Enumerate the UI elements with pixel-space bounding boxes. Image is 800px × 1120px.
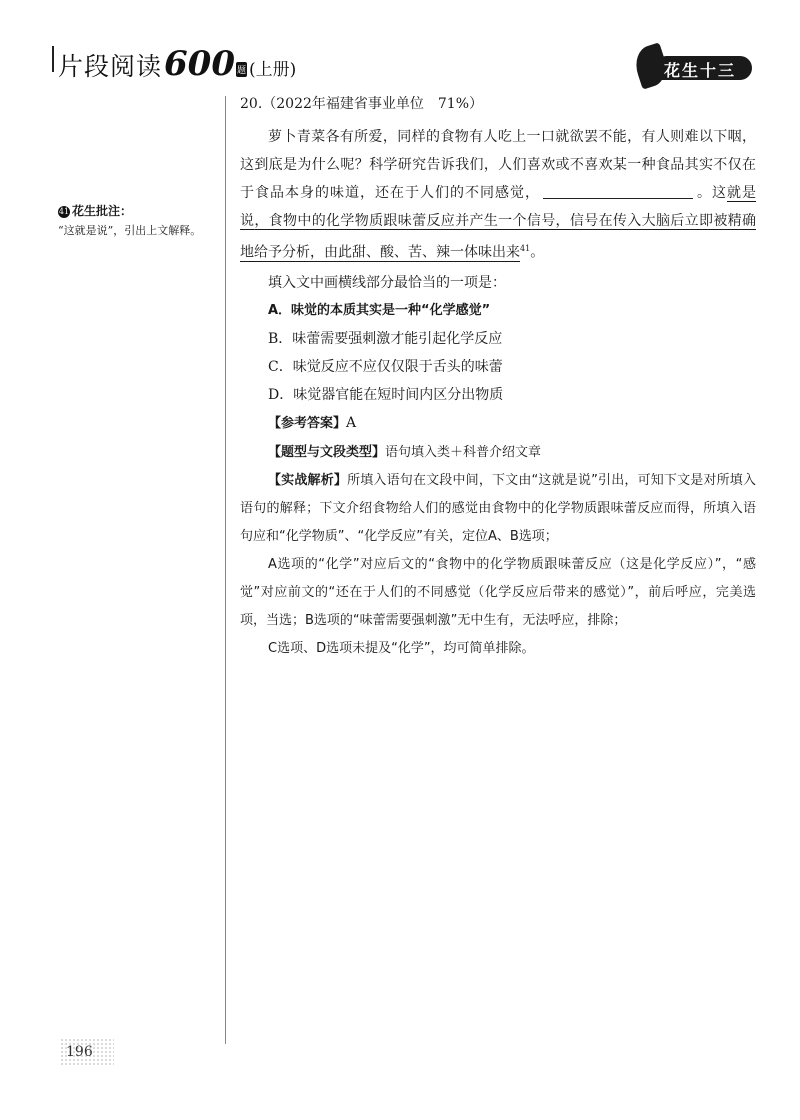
fill-blank	[543, 182, 693, 199]
analysis-paragraph-3: C选项、D选项未提及“化学”，均可简单排除。	[268, 640, 535, 656]
annotation-heading-text: 花生批注：	[72, 204, 133, 218]
question-type	[240, 438, 756, 467]
page-number: 196	[66, 1044, 93, 1060]
passage-underlined-2: ，食物中的化学物质跟味蕾反应并产生一个信号，信号在传入大脑后立即被精确地给予分析，由此甜、酸、苦、辣一体味出来	[240, 213, 756, 261]
annotation-text: “这就是说”，引出上文解释。	[58, 224, 202, 237]
book-title-number: 600	[164, 44, 235, 84]
question-passage: 萝卜青菜各有所爱，同样的食物有人吃上一口就欲罢不能，有人则难以下咽，这到底是为什么呢？科学研究告诉我们，人们喜欢或不喜欢某一种食品其实不仅在于食品本身的味道，还在于人们的不同感觉， 。这就是说，食物中的化学物质跟味蕾反应并产生一个信号，信号在传入大脑后立即被精确地给予分析，由此甜、酸、苦、辣一体味出来$^{41}$。	[240, 129, 756, 261]
annotation-badge: 41	[58, 207, 70, 216]
book-title-ti: 题	[236, 62, 247, 77]
logo-text: 花生十三	[664, 61, 737, 80]
side-annotation	[58, 202, 218, 240]
option-b: B．味蕾需要强刺激才能引起化学反应	[268, 330, 503, 347]
passage-underlined-1: 就是说	[240, 185, 756, 229]
option-d: D．味觉器官能在短时间内区分出物质	[268, 386, 504, 403]
reference-answer-value: A	[346, 414, 357, 431]
analysis-label: 【实战解析】	[268, 472, 348, 488]
passage-part-2: 。这	[696, 185, 727, 201]
annotation-ref: 41	[520, 244, 531, 253]
analysis-paragraph-1	[240, 467, 756, 551]
passage-part-1: 萝卜青菜各有所爱，同样的食物有人吃上一口就欲罢不能，有人则难以下咽，这到底是为什么呢？科学研究告诉我们，人们喜欢或不喜欢某一种食品其实不仅在于食品本身的味道，还在于人们的不同感觉，	[240, 129, 756, 201]
question-prompt: 填入文中画横线部分最恰当的一项是：	[268, 274, 506, 291]
column-divider	[225, 96, 226, 1044]
main-content	[240, 94, 756, 663]
annotation-heading	[58, 202, 218, 221]
reference-answer-label: 【参考答案】	[268, 415, 347, 431]
reference-answer	[240, 409, 756, 438]
analysis-paragraph-2: A选项的“化学”对应后文的“食物中的化学物质跟味蕾反应（这是化学反应）”，“感觉”对应前文的“还在于人们的不同感觉（化学反应后带来的感觉）”，前后呼应，完美选项，当选；B选项的“味蕾需要强刺激”无中生有，无法呼应，排除；	[240, 556, 756, 628]
question-type-label: 【题型与文段类型】	[268, 444, 386, 460]
brand-logo	[636, 46, 754, 88]
book-volume: (上册)	[249, 60, 297, 80]
header-tick	[52, 46, 54, 72]
question-type-value: 语句填入类＋科普介绍文章	[385, 444, 542, 460]
option-c: C．味觉反应不应仅仅限于舌头的味蕾	[268, 358, 503, 375]
book-title	[58, 44, 296, 84]
analysis-text-1: 所填入语句在文段中间，下文由“这就是说”引出，可知下文是对所填入语句的解释；下文介绍食物给人们的感觉由食物中的化学物质跟味蕾反应而得，所填入语句应和“化学物质”、“化学反应”有关，定位A、B选项；	[240, 472, 756, 544]
option-a: A．味觉的本质其实是一种“化学感觉”	[268, 302, 491, 318]
question-header: 20.（2022年福建省事业单位 71%）	[240, 96, 484, 112]
book-title-text: 片段阅读	[58, 52, 163, 81]
